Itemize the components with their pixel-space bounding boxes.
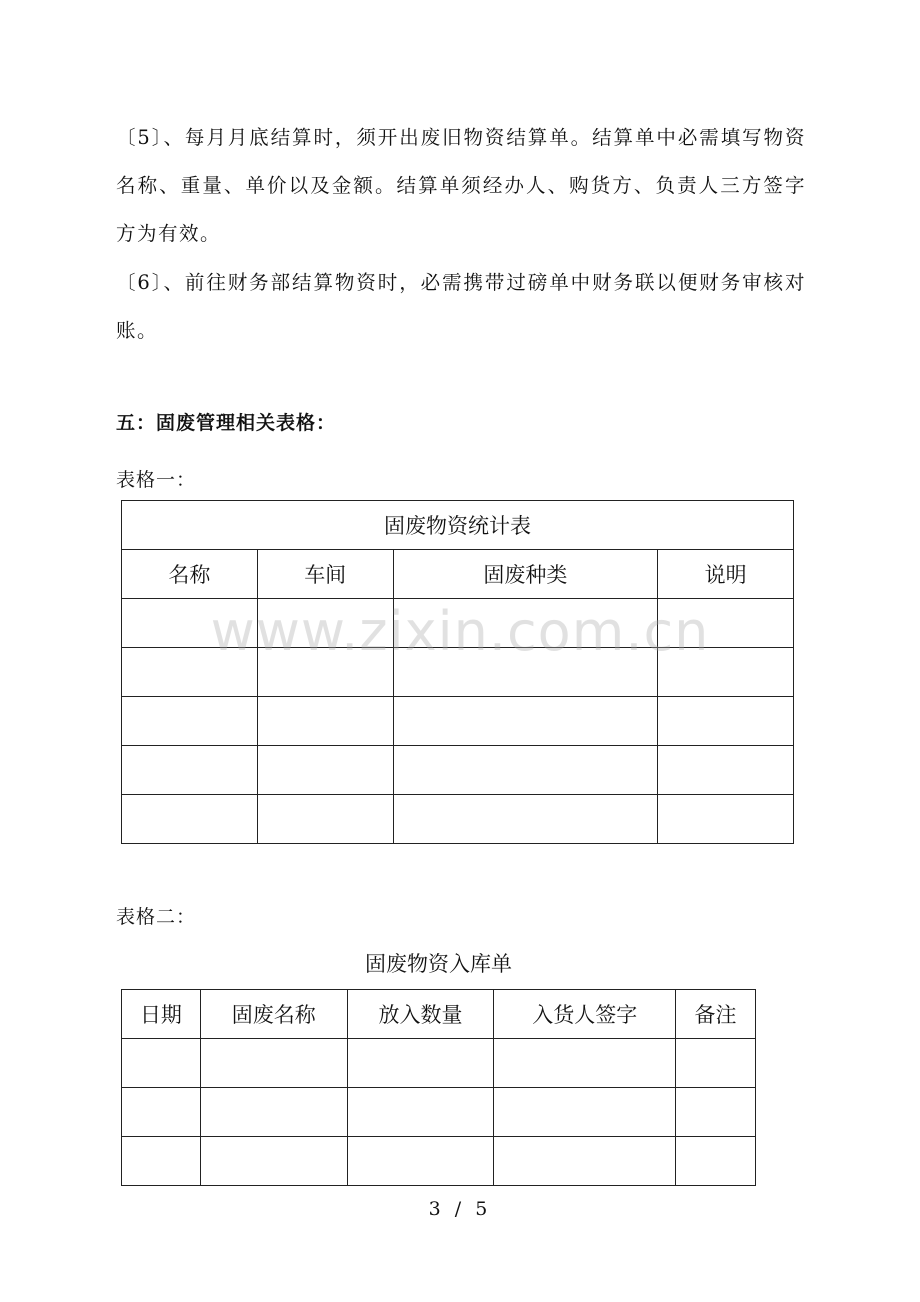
table-cell bbox=[676, 1137, 756, 1186]
table-cell bbox=[257, 697, 393, 746]
table-cell bbox=[393, 795, 658, 844]
table-cell bbox=[347, 1088, 494, 1137]
table-cell bbox=[257, 599, 393, 648]
table-cell bbox=[658, 746, 794, 795]
table-cell bbox=[122, 697, 258, 746]
table-row bbox=[122, 599, 794, 648]
table-cell bbox=[658, 599, 794, 648]
table-cell bbox=[347, 1137, 494, 1186]
table-cell bbox=[257, 746, 393, 795]
table-cell bbox=[658, 697, 794, 746]
table-cell bbox=[393, 648, 658, 697]
table-cell bbox=[122, 648, 258, 697]
waste-storage-table bbox=[121, 989, 756, 1186]
table-row bbox=[122, 795, 794, 844]
table-cell bbox=[122, 1039, 201, 1088]
table-cell bbox=[257, 648, 393, 697]
table-cell bbox=[494, 1088, 676, 1137]
table-cell bbox=[494, 1039, 676, 1088]
table-cell bbox=[200, 1039, 347, 1088]
table-cell bbox=[122, 1088, 201, 1137]
table-cell bbox=[200, 1137, 347, 1186]
table1-header-workshop: 车间 bbox=[257, 550, 393, 599]
waste-statistics-table bbox=[121, 500, 794, 844]
table-cell bbox=[393, 599, 658, 648]
table1-title: 固废物资统计表 bbox=[122, 501, 794, 550]
table1-label: 表格一： bbox=[116, 469, 197, 491]
table-row bbox=[122, 697, 794, 746]
table-cell bbox=[122, 1137, 201, 1186]
table-cell bbox=[122, 795, 258, 844]
paragraph-6: 〔6〕、前往财务部结算物资时，必需携带过磅单中财务联以便财务审核对账。 bbox=[116, 271, 806, 342]
section-heading: 五：固废管理相关表格： bbox=[116, 412, 337, 434]
table-cell bbox=[494, 1137, 676, 1186]
table2-header-quantity: 放入数量 bbox=[347, 990, 494, 1039]
table2-label: 表格二： bbox=[116, 906, 197, 928]
table-cell bbox=[122, 599, 258, 648]
table-cell bbox=[676, 1088, 756, 1137]
watermark: www.zixin.com.cn bbox=[210, 600, 710, 663]
table2-header-waste-name: 固废名称 bbox=[200, 990, 347, 1039]
page-number: 3 / 5 bbox=[428, 1198, 492, 1220]
table-cell bbox=[347, 1039, 494, 1088]
table-row bbox=[122, 1039, 756, 1088]
table2-header-receiver-signature: 入货人签字 bbox=[494, 990, 676, 1039]
table1-header-name: 名称 bbox=[122, 550, 258, 599]
table-cell bbox=[122, 746, 258, 795]
table-cell bbox=[676, 1039, 756, 1088]
table-row bbox=[122, 746, 794, 795]
table-row bbox=[122, 1137, 756, 1186]
table-cell bbox=[658, 648, 794, 697]
table2-header-remarks: 备注 bbox=[676, 990, 756, 1039]
table-row bbox=[122, 648, 794, 697]
table-cell bbox=[200, 1088, 347, 1137]
table2-header-date: 日期 bbox=[122, 990, 201, 1039]
table-cell bbox=[393, 746, 658, 795]
table1-header-type: 固废种类 bbox=[393, 550, 658, 599]
table1-header-note: 说明 bbox=[658, 550, 794, 599]
paragraph-5: 〔5〕、每月月底结算时，须开出废旧物资结算单。结算单中必需填写物资名称、重量、单价以及金额。结算单须经办人、购货方、负责人三方签字方为有效。 bbox=[116, 126, 806, 245]
table-cell bbox=[658, 795, 794, 844]
table-cell bbox=[393, 697, 658, 746]
table-row bbox=[122, 1088, 756, 1137]
table-cell bbox=[257, 795, 393, 844]
table2-title: 固废物资入库单 bbox=[365, 952, 512, 976]
